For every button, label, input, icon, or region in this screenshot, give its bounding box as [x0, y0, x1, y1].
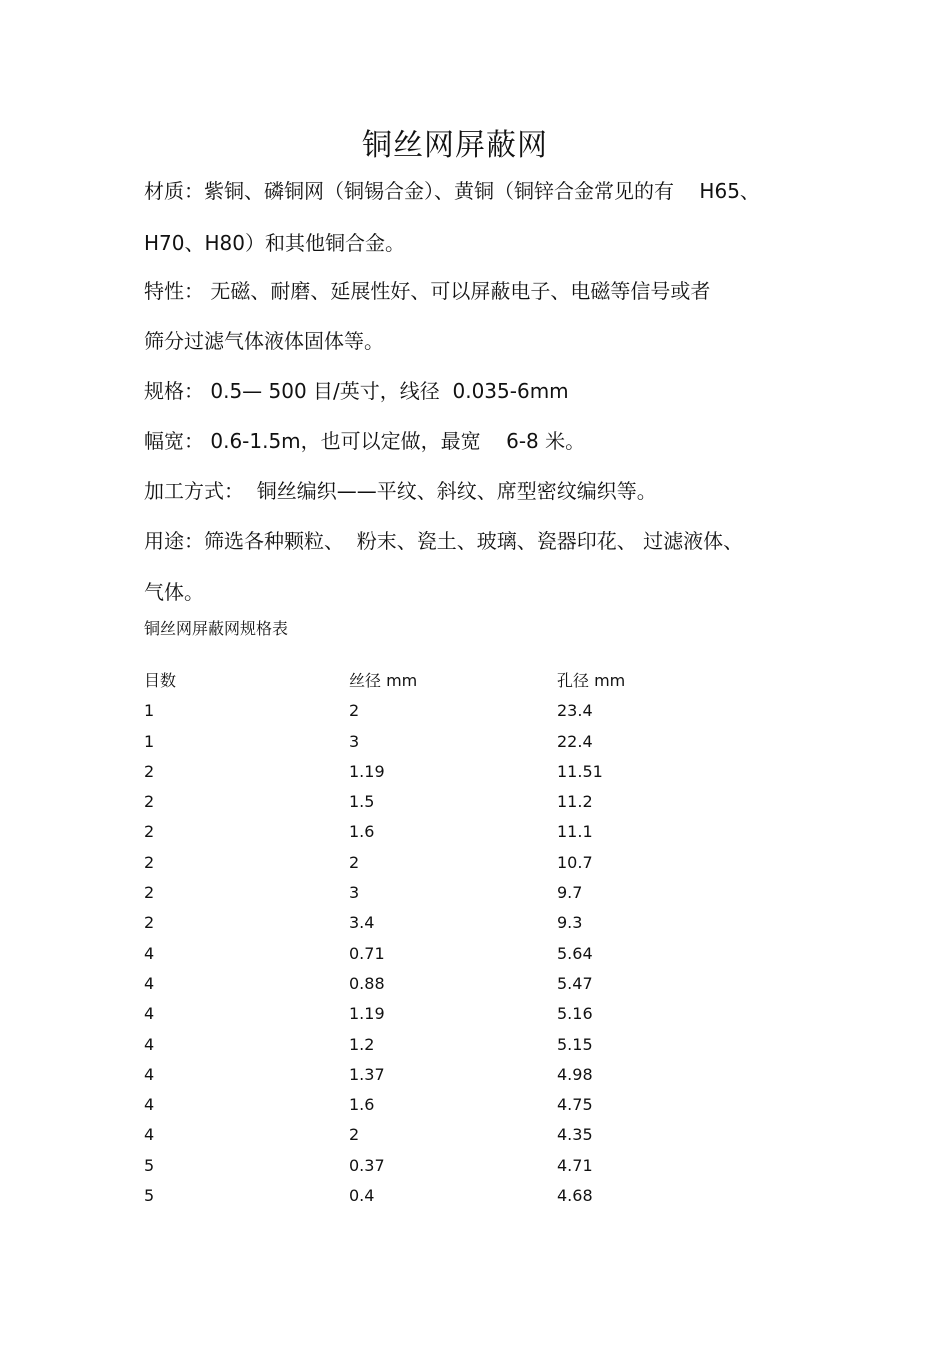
spec-table [144, 666, 744, 1211]
cell-mesh-count: 1 [144, 701, 155, 721]
cell-wire-diameter: 0.71 [349, 943, 385, 963]
table-row [144, 939, 744, 969]
material-line-2: H70、H80）和其他铜合金。 [144, 231, 405, 255]
cell-aperture: 4.98 [557, 1064, 593, 1084]
cell-mesh-count: 4 [144, 943, 155, 963]
properties-line-2: 筛分过滤气体液体固体等。 [144, 329, 384, 353]
table-row [144, 969, 744, 999]
cell-wire-diameter: 1.19 [349, 761, 385, 781]
cell-wire-diameter: 2 [349, 852, 360, 872]
cell-mesh-count: 2 [144, 852, 155, 872]
cell-aperture: 5.47 [557, 973, 593, 993]
cell-mesh-count: 1 [144, 731, 155, 751]
cell-aperture: 9.7 [557, 883, 583, 903]
cell-wire-diameter: 2 [349, 1125, 360, 1145]
table-row [144, 908, 744, 938]
material-line-1: 材质：紫铜、磷铜网（铜锡合金）、黄铜（铜锌合金常见的有 H65、 [144, 179, 760, 203]
cell-wire-diameter: 3.4 [349, 913, 375, 933]
cell-mesh-count: 2 [144, 792, 155, 812]
cell-wire-diameter: 1.19 [349, 1004, 385, 1024]
header-wire-diameter: 丝径 mm [349, 671, 418, 690]
cell-wire-diameter: 2 [349, 701, 360, 721]
table-row [144, 1151, 744, 1181]
cell-mesh-count: 2 [144, 822, 155, 842]
table-row [144, 727, 744, 757]
cell-mesh-count: 5 [144, 1155, 155, 1175]
cell-wire-diameter: 1.37 [349, 1064, 385, 1084]
cell-aperture: 5.64 [557, 943, 593, 963]
table-row [144, 1120, 744, 1150]
table-row [144, 817, 744, 847]
cell-wire-diameter: 0.37 [349, 1155, 385, 1175]
usage-line-1: 用途：筛选各种颗粒、 粉末、瓷土、玻璃、瓷器印花、 过滤液体、 [144, 529, 744, 553]
cell-wire-diameter: 1.6 [349, 822, 375, 842]
cell-mesh-count: 4 [144, 1034, 155, 1054]
cell-aperture: 10.7 [557, 852, 593, 872]
cell-aperture: 5.16 [557, 1004, 593, 1024]
header-aperture: 孔径 mm [557, 671, 626, 690]
table-row [144, 878, 744, 908]
cell-wire-diameter: 1.2 [349, 1034, 375, 1054]
cell-wire-diameter: 0.4 [349, 1186, 375, 1206]
cell-aperture: 4.75 [557, 1095, 593, 1115]
table-header-row [144, 666, 744, 696]
cell-aperture: 11.1 [557, 822, 593, 842]
cell-aperture: 5.15 [557, 1034, 593, 1054]
table-row [144, 757, 744, 787]
table-row [144, 787, 744, 817]
cell-mesh-count: 4 [144, 1064, 155, 1084]
table-row [144, 1090, 744, 1120]
cell-mesh-count: 4 [144, 1004, 155, 1024]
cell-aperture: 11.51 [557, 761, 603, 781]
cell-aperture: 4.68 [557, 1186, 593, 1206]
cell-aperture: 11.2 [557, 792, 593, 812]
table-row [144, 1060, 744, 1090]
cell-mesh-count: 5 [144, 1186, 155, 1206]
specification-line: 规格： 0.5— 500 目/英寸，线径 0.035-6mm [144, 379, 569, 403]
cell-wire-diameter: 1.6 [349, 1095, 375, 1115]
usage-line-2: 气体。 [144, 580, 204, 604]
cell-mesh-count: 2 [144, 913, 155, 933]
cell-aperture: 9.3 [557, 913, 583, 933]
cell-mesh-count: 4 [144, 1125, 155, 1145]
cell-aperture: 23.4 [557, 701, 593, 721]
properties-line-1: 特性： 无磁、耐磨、延展性好、可以屏蔽电子、电磁等信号或者 [144, 279, 711, 303]
cell-aperture: 4.71 [557, 1155, 593, 1175]
cell-wire-diameter: 3 [349, 883, 360, 903]
table-row [144, 999, 744, 1029]
width-line: 幅宽： 0.6-1.5m，也可以定做，最宽 6-8 米。 [144, 429, 586, 453]
cell-mesh-count: 2 [144, 883, 155, 903]
table-row [144, 1181, 744, 1211]
cell-wire-diameter: 1.5 [349, 792, 375, 812]
cell-wire-diameter: 0.88 [349, 973, 385, 993]
page-title: 铜丝网屏蔽网 [362, 128, 548, 163]
table-row [144, 848, 744, 878]
cell-wire-diameter: 3 [349, 731, 360, 751]
processing-line: 加工方式： 铜丝编织——平纹、斜纹、席型密纹编织等。 [144, 479, 657, 503]
table-row [144, 696, 744, 726]
table-caption: 铜丝网屏蔽网规格表 [144, 619, 289, 638]
header-mesh-count: 目数 [144, 671, 177, 690]
cell-mesh-count: 4 [144, 1095, 155, 1115]
table-row [144, 1030, 744, 1060]
cell-aperture: 4.35 [557, 1125, 593, 1145]
cell-mesh-count: 2 [144, 761, 155, 781]
cell-mesh-count: 4 [144, 973, 155, 993]
cell-aperture: 22.4 [557, 731, 593, 751]
table-body [144, 696, 744, 1211]
